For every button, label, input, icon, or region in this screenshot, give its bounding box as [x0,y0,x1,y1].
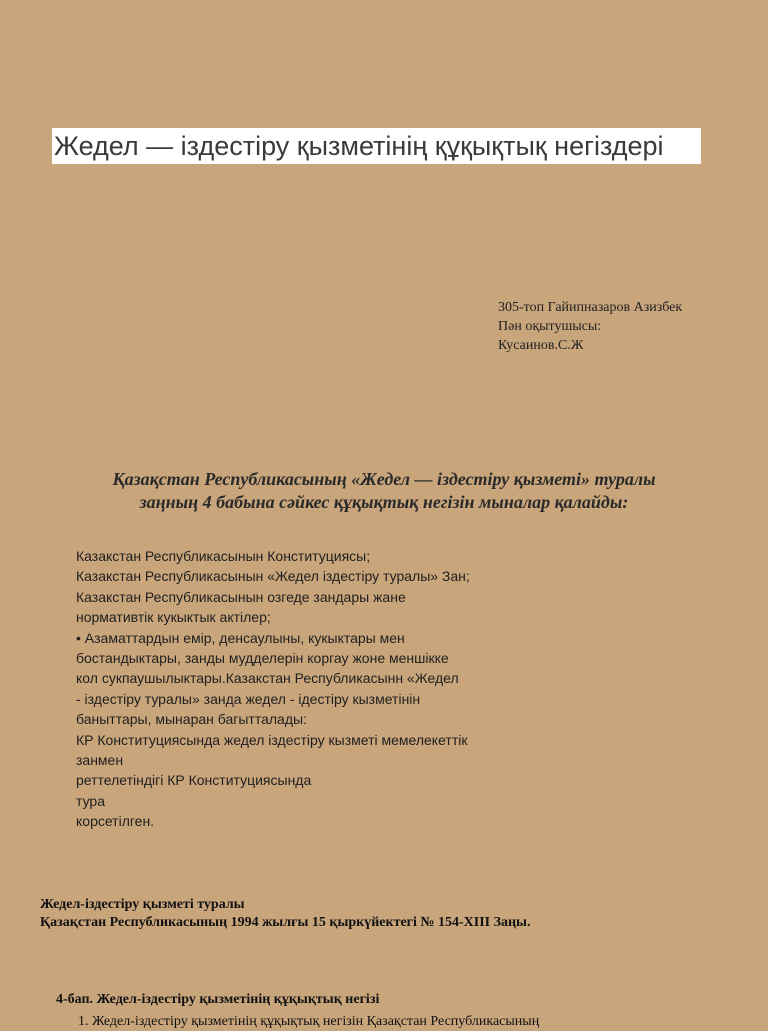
body-line: КР Конституциясында жедел іздестіру кызметі мемелекеттік [76,731,468,748]
body-line: баныттары, мынаран багытталады: [76,711,307,728]
author-line: Кусаинов.С.Ж [498,338,584,353]
law-title: Жедел-іздестіру қызметі туралы [40,897,245,912]
body-line: бостандыктары, занды мудделерін коргау жоне меншікке [76,650,449,667]
body-line: кол сукпаушылыктары.Казакстан Республикасынн «Жедел [76,670,459,687]
subheading-line: Қазақстан Республикасының «Жедел — іздестіру қызметі» туралы [112,469,656,489]
body-line: Казакстан Республикасынын Конституциясы; [76,548,371,564]
law-reference [40,896,531,932]
body-line: • Азаматтардын емір, денсаулыны, кукыктары мен [76,629,405,646]
body-line: корсетілген. [76,813,155,830]
law-citation: Қазақстан Республикасының 1994 жылғы 15 қыркүйектегі № 154-XIII Заңы. [40,915,531,930]
body-line: Казакстан Республикасынын «Жедел іздестіру туралы» Зан; [76,568,470,585]
body-line: тура [76,792,105,809]
numbered-item: 1. Жедел-іздестіру қызметінің құқықтық негізін Қазақстан Республикасының [78,1014,540,1029]
author-block [498,298,682,355]
body-line: занмен [76,752,124,769]
document-title: Жедел — іздестіру қызметінің құқықтық негіздері [52,128,701,164]
section-subheading [50,468,718,514]
chapter-heading: 4-бап. Жедел-іздестіру қызметінің құқықтық негізі [56,992,380,1007]
author-line: Пән оқытушысы: [498,319,602,334]
body-line: Казакстан Республикасынын озгеде зандары жане [76,588,406,605]
body-line: - іздестіру туралы» занда жедел - ідестіру кызметінін [76,690,421,707]
subheading-line: заңның 4 бабына сәйкес құқықтық негізін мыналар қалайды: [139,492,629,512]
body-line: нормативтік кукыктык актілер; [76,609,271,626]
author-line: 305-топ Гайипназаров Азизбек [498,300,683,315]
body-line: реттелетіндігі КР Конституциясында [76,772,312,789]
legal-basis-list [76,546,546,832]
